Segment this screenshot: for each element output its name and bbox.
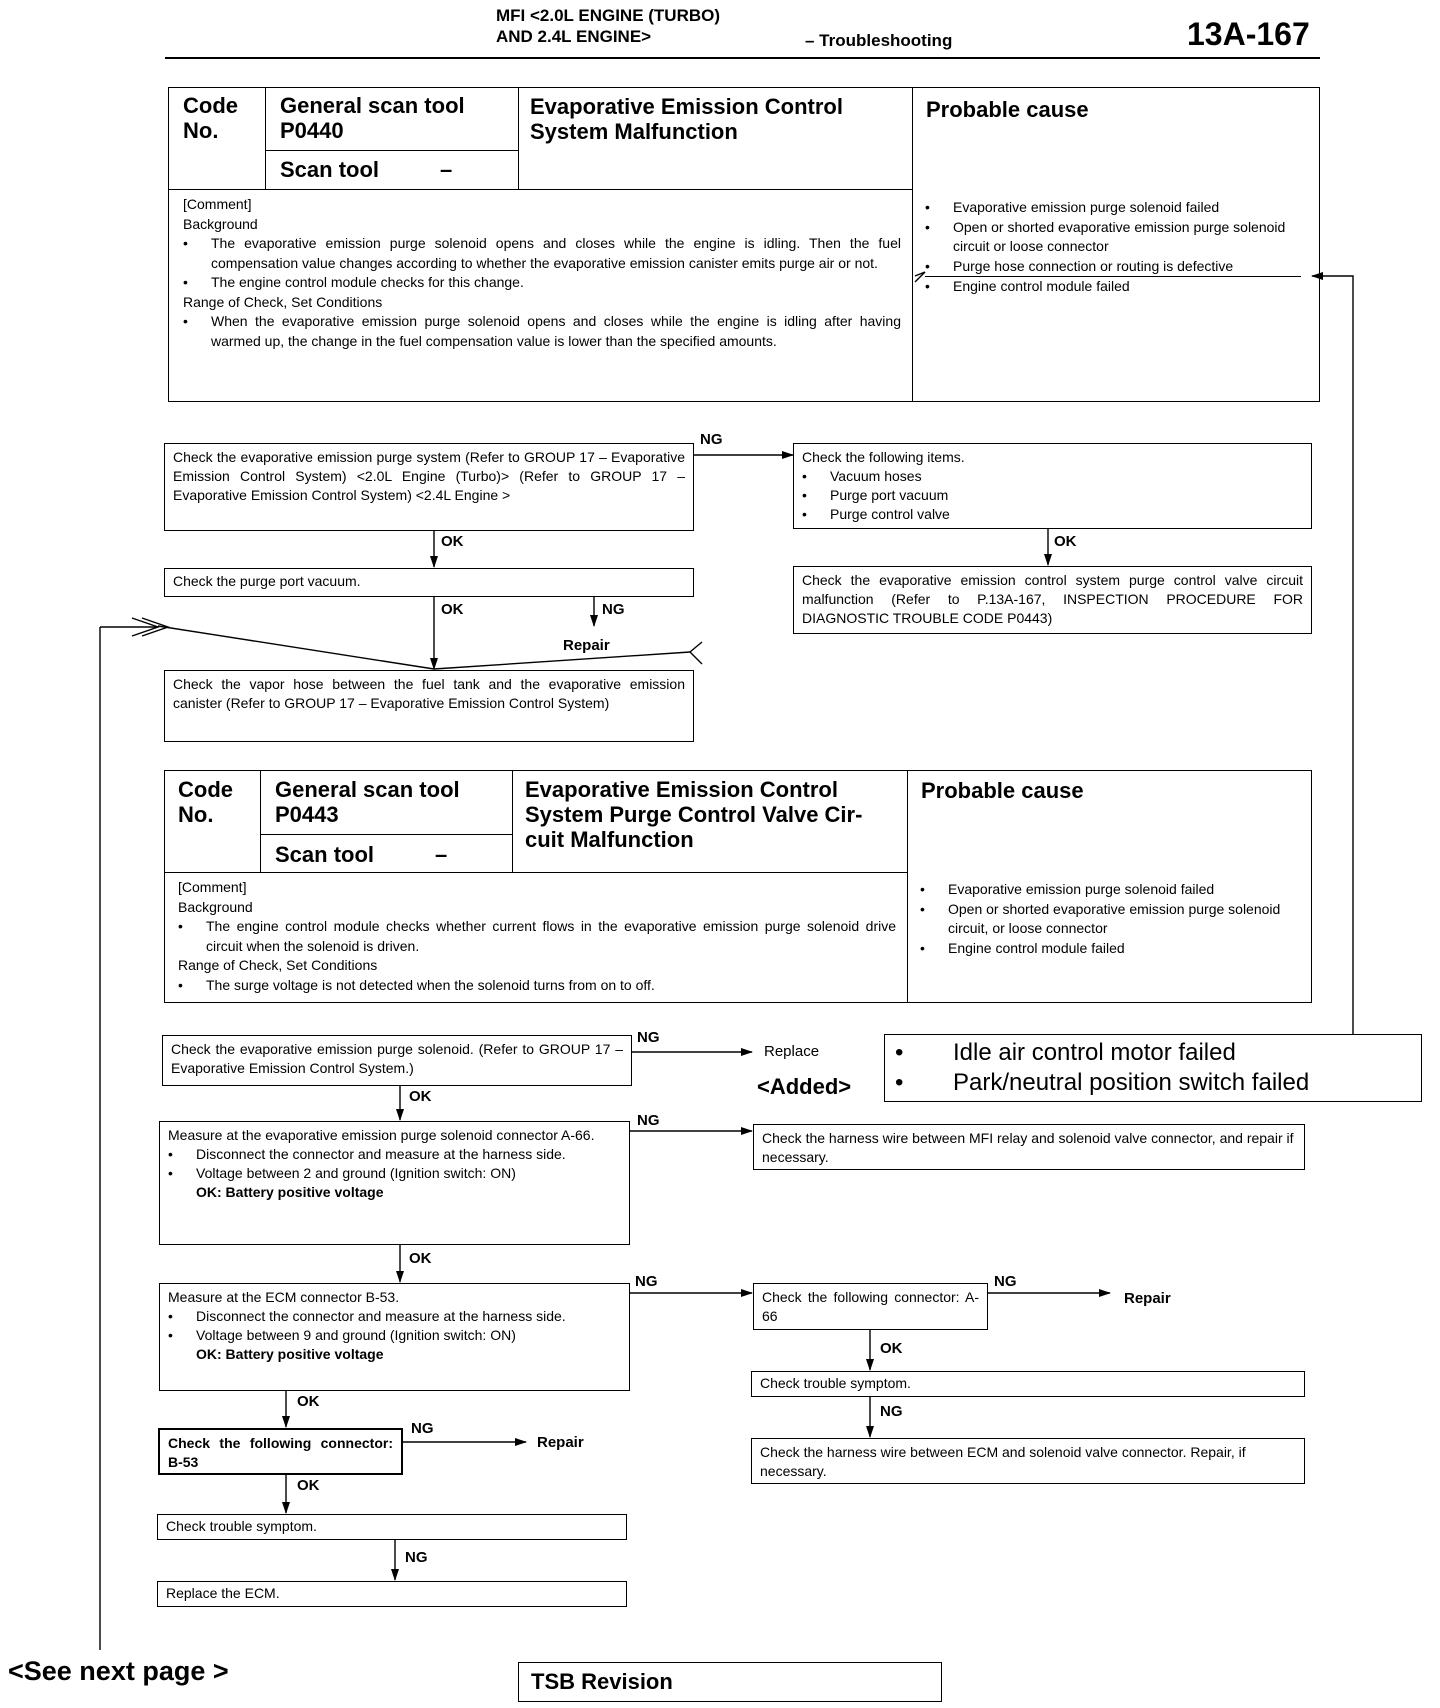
p0440-background-label: Background [183, 215, 258, 232]
replace-label: Replace [764, 1043, 820, 1060]
p0440-cause-4: Engine control module failed [953, 278, 1130, 294]
header-section: – Troubleshooting [805, 31, 953, 50]
check-items-title: Check the following items. [802, 449, 965, 465]
p0440-probable-cause-label: Probable cause [926, 97, 1089, 122]
check-purge-system-text: Check the evaporative emission purge system (Refer to GROUP 17 – Evaporative Emission Control System) <2.0L Engine (Turbo)> (Refer to GROUP 17 – Evaporative Emission Control System) <2.4L Engine > [173, 449, 685, 503]
ok-label-6: OK [880, 1340, 903, 1357]
p0440-general-label: General scan tool [280, 93, 465, 118]
header-title-line1: MFI <2.0L ENGINE (TURBO) [496, 6, 721, 25]
p0440-cause-2: Open or shorted evaporative emission purge solenoid circuit or loose connector [953, 218, 1286, 254]
check-harness-ecm-text: Check the harness wire between ECM and solenoid valve connector. Repair, if necessary. [760, 1444, 1246, 1479]
added-cause-2: Park/neutral position switch failed [953, 1069, 1310, 1096]
p0443-title-line3: cuit Malfunction [525, 827, 694, 852]
ng-label-7: NG [880, 1403, 903, 1420]
p0440-code-label: Code [183, 93, 238, 118]
p0440-range-label: Range of Check, Set Conditions [183, 293, 383, 310]
p0440-title-line2: System Malfunction [530, 119, 738, 144]
check-valve-circuit-text: Check the evaporative emission control system purge control valve circuit malfunction (Refer to P.13A-167, INSPECTION PROCEDURE FOR DIAGNOSTIC TROUBLE CODE P0443) [802, 572, 1303, 626]
p0443-title-line2: System Purge Control Valve Cir- [525, 802, 863, 827]
repair-label-1: Repair [563, 637, 610, 654]
p0443-code-label: Code [178, 777, 233, 802]
measure-a66-item-1: Disconnect the connector and measure at the harness side. [196, 1146, 566, 1162]
measure-b53-ok: OK: Battery positive voltage [196, 1346, 384, 1362]
p0440-comment: [Comment] Background • The evaporative emission purge solenoid opens and closes while the engine is idling. Then the fuel compensation value changes according to whether the evaporative emission canister emits purge air or not. • The engine control module checks for this change. Range of Check, Set Conditions • When the evaporative emission purge solenoid opens and closes while the engine is idling after having warmed up, the change in the fuel compensation value is lower than the specified amounts. [183, 195, 901, 351]
check-vapor-hose-text: Check the vapor hose between the fuel tank and the evaporative emission canister (Refer to GROUP 17 – Evaporative Emission Control System) [173, 676, 685, 711]
check-purge-port-text: Check the purge port vacuum. [173, 573, 361, 589]
p0443-scan-label: Scan tool [275, 842, 375, 867]
repair-label-3: Repair [537, 1434, 584, 1451]
p0440-comment-label: [Comment] [183, 196, 252, 212]
p0443-general-code: P0443 [275, 802, 339, 827]
p0440-title-line1: Evaporative Emission Control [530, 94, 843, 119]
check-connector-a66-text: Check the following connector: A-66 [762, 1289, 979, 1324]
p0440-range-1: When the evaporative emission purge solenoid opens and closes while the engine is idling after having warmed up, the change in the fuel compensation value is lower than the specified amounts. [211, 313, 901, 349]
replace-ecm-text: Replace the ECM. [166, 1585, 280, 1601]
check-harness-mfi-text: Check the harness wire between MFI relay and solenoid valve connector, and repair if necessary. [762, 1130, 1294, 1165]
measure-b53-box: Measure at the ECM connector B-53. • Disconnect the connector and measure at the harness side. • Voltage between 9 and ground (Ignition switch: ON) OK: Battery positive voltage [159, 1283, 630, 1391]
p0443-background-1: The engine control module checks whether current flows in the evaporative emission purge solenoid drive circuit when the solenoid is driven. [206, 918, 896, 954]
p0440-causes: • Evaporative emission purge solenoid failed • Open or shorted evaporative emission purge solenoid circuit or loose connector • Purge hose connection or routing is defective • Engine control module failed [925, 198, 1310, 297]
added-causes-box: • Idle air control motor failed • Park/neutral position switch failed [884, 1034, 1422, 1102]
added-label: <Added> [757, 1074, 852, 1099]
ok-label-4: OK [409, 1088, 432, 1105]
ng-label-9: NG [405, 1549, 428, 1566]
p0443-title-line1: Evaporative Emission Control [525, 777, 838, 802]
check-trouble-right-text: Check trouble symptom. [760, 1375, 911, 1391]
p0443-general-label: General scan tool [275, 777, 460, 802]
p0440-cause-3: Purge hose connection or routing is defective [953, 257, 1234, 274]
ok-label-7: OK [297, 1393, 320, 1410]
p0440-scan-label: Scan tool [280, 157, 380, 182]
measure-a66-title: Measure at the evaporative emission purge solenoid connector A-66. [168, 1127, 595, 1143]
check-item-3: Purge control valve [830, 506, 950, 522]
p0443-comment: [Comment] Background • The engine control module checks whether current flows in the evaporative emission purge solenoid drive circuit when the solenoid is driven. Range of Check, Set Conditions • The surge voltage is not detected when the solenoid turns from on to off. [178, 878, 896, 995]
ng-label-1: NG [700, 431, 723, 448]
tsb-revision-label: TSB Revision [531, 1669, 673, 1694]
repair-label-2: Repair [1124, 1290, 1171, 1307]
check-item-2: Purge port vacuum [830, 487, 949, 503]
measure-b53-item-2: Voltage between 9 and ground (Ignition switch: ON) [196, 1327, 516, 1343]
added-cause-1: Idle air control motor failed [953, 1039, 1236, 1066]
ok-label-1: OK [441, 533, 464, 550]
ok-label-5: OK [409, 1250, 432, 1267]
ng-label-6: NG [994, 1273, 1017, 1290]
p0443-cause-3: Engine control module failed [948, 939, 1125, 956]
p0440-no-label: No. [183, 118, 219, 143]
p0443-no-label: No. [178, 802, 214, 827]
p0443-range-label: Range of Check, Set Conditions [178, 957, 378, 973]
header-title-line2: AND 2.4L ENGINE> [496, 27, 652, 46]
ok-label-2: OK [1054, 533, 1077, 550]
see-next-page: <See next page > [8, 1656, 229, 1686]
ok-label-3: OK [441, 601, 464, 618]
ng-label-2: NG [602, 601, 625, 618]
p0443-comment-label: [Comment] [178, 879, 247, 895]
p0443-range-1: The surge voltage is not detected when the solenoid turns from on to off. [206, 976, 655, 993]
check-connector-b53-text: Check the following connector: B-53 [168, 1435, 393, 1470]
page-code: 13A-167 [1187, 16, 1310, 52]
ng-label-8: NG [411, 1420, 434, 1437]
measure-b53-title: Measure at the ECM connector B-53. [168, 1289, 400, 1305]
p0443-scan-value: – [435, 842, 448, 867]
p0443-causes: • Evaporative emission purge solenoid failed • Open or shorted evaporative emission purge solenoid circuit, or loose connector • Engine control module failed [920, 880, 1305, 958]
measure-b53-item-1: Disconnect the connector and measure at the harness side. [196, 1308, 566, 1324]
p0440-cause-1: Evaporative emission purge solenoid failed [953, 199, 1220, 215]
measure-a66-box: Measure at the evaporative emission purge solenoid connector A-66. • Disconnect the connector and measure at the harness side. • Voltage between 2 and ground (Ignition switch: ON) OK: Battery positive voltage [159, 1121, 630, 1245]
p0440-background-1: The evaporative emission purge solenoid opens and closes while the engine is idling. Then the fuel compensation value changes according to whether the evaporative emission canister emits purge air or not. [211, 235, 901, 271]
p0440-general-code: P0440 [280, 118, 344, 143]
measure-a66-item-2: Voltage between 2 and ground (Ignition switch: ON) [196, 1165, 516, 1181]
check-item-1: Vacuum hoses [830, 468, 922, 484]
p0443-cause-2: Open or shorted evaporative emission purge solenoid circuit, or loose connector [948, 900, 1281, 936]
ok-label-8: OK [297, 1477, 320, 1494]
p0443-probable-cause-label: Probable cause [921, 778, 1084, 803]
check-trouble-left-text: Check trouble symptom. [166, 1518, 317, 1534]
p0443-cause-1: Evaporative emission purge solenoid failed [948, 881, 1215, 897]
check-items-box: Check the following items. • Vacuum hoses • Purge port vacuum • Purge control valve [793, 443, 1312, 529]
p0440-background-2: The engine control module checks for this change. [211, 274, 524, 290]
ng-label-4: NG [637, 1112, 660, 1129]
ng-label-5: NG [635, 1273, 658, 1290]
p0443-background-label: Background [178, 898, 253, 915]
ng-label-3: NG [637, 1029, 660, 1046]
check-solenoid-text: Check the evaporative emission purge solenoid. (Refer to GROUP 17 – Evaporative Emission Control System.) [171, 1041, 623, 1076]
measure-a66-ok: OK: Battery positive voltage [196, 1184, 384, 1200]
p0440-scan-value: – [440, 157, 453, 182]
